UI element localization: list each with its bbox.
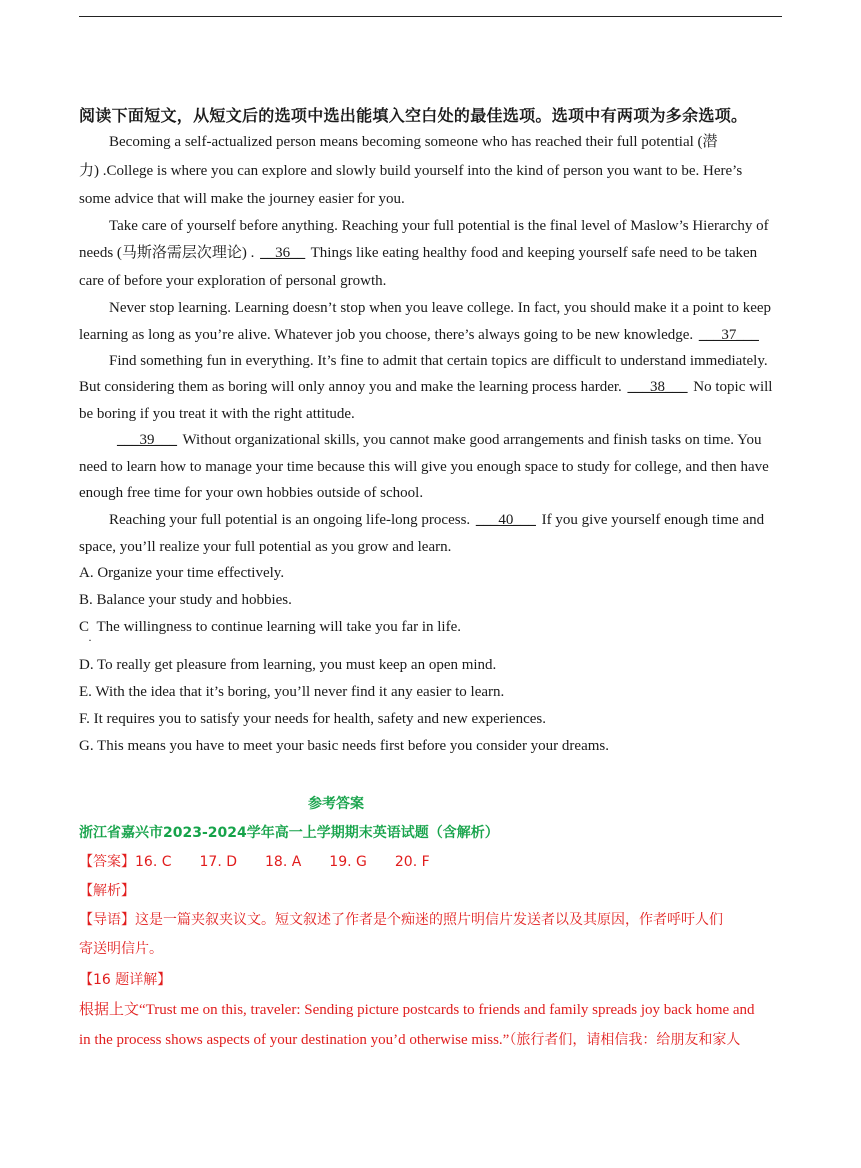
blank-40: ___40___ <box>475 512 536 528</box>
passage-text: If you give yourself enough time and <box>537 512 765 528</box>
passage-text: learning as long as you’re alive. Whatever job you choose, there’s always going to be new knowledge. <box>79 327 697 343</box>
option-c-text: The willingness to continue learning will take you far in life. <box>96 619 462 635</box>
passage-line: Find something fun in everything. It’s fine to admit that certain topics are difficult to understand immediately. <box>109 353 768 369</box>
passage-line: be boring if you treat it with the right attitude. <box>79 406 355 422</box>
intro-line: 寄送明信片。 <box>79 941 163 957</box>
option-g: G. This means you have to meet your basic needs first before you consider your dreams. <box>79 738 609 754</box>
answer-item: 16. C <box>135 854 172 870</box>
passage-text: No topic will <box>689 379 773 395</box>
analysis-label: 【解析】 <box>79 883 135 899</box>
instruction-heading: 阅读下面短文，从短文后的选项中选出能填入空白处的最佳选项。选项中有两项为多余选项。 <box>79 106 748 125</box>
blank-37: ___37___ <box>698 327 759 343</box>
passage-line: care of before your exploration of personal growth. <box>79 273 387 289</box>
passage-line <box>79 243 757 263</box>
detail-16-text: in the process shows aspects of your destination you’d otherwise miss.” <box>79 1032 510 1048</box>
option-a: A. Organize your time effectively. <box>79 565 285 581</box>
passage-line: enough free time for your own hobbies outside of school. <box>79 485 424 501</box>
blank-38: ___38___ <box>627 379 688 395</box>
passage-line: 力) .College is where you can explore and slowly build yourself into the kind of person you want to be. Here’s <box>79 163 743 179</box>
option-c-letter: C <box>79 619 90 635</box>
option-b: B. Balance your study and hobbies. <box>79 592 292 608</box>
passage-line: need to learn how to manage your time because this will give you enough space to study for college, and then have <box>79 459 769 475</box>
option-e: E. With the idea that it’s boring, you’ll never find it any easier to learn. <box>79 684 505 700</box>
passage-line <box>79 325 761 345</box>
passage-line: Take care of yourself before anything. Reaching your full potential is the final level of Maslow’s Hierarchy of <box>109 218 769 234</box>
passage-line: Never stop learning. Learning doesn’t stop when you leave college. In fact, you should make it a point to keep <box>109 300 772 316</box>
blank-39: ___39___ <box>117 432 177 448</box>
answer-item: 19. G <box>329 854 367 870</box>
detail-16-text-cn: （旅行者们，请相信我：给朋友和家人 <box>509 1032 741 1048</box>
passage-line: some advice that will make the journey easier for you. <box>79 191 405 207</box>
option-d: D. To really get pleasure from learning, you must keep an open mind. <box>79 657 497 673</box>
passage-text: Reaching your full potential is an ongoing life-long process. <box>109 512 474 528</box>
passage-line <box>115 430 762 450</box>
passage-text: Things like eating healthy food and keeping yourself safe need to be taken <box>307 245 758 261</box>
blank-36: __36__ <box>260 245 306 261</box>
answer-item: 20. F <box>394 854 430 870</box>
answer-line <box>79 852 458 872</box>
top-rule <box>79 16 782 17</box>
passage-line <box>79 377 772 397</box>
passage-line: space, you’ll realize your full potential as you grow and learn. <box>79 539 452 555</box>
passage-text: But considering them as boring will only annoy you and make the learning process harder. <box>79 379 626 395</box>
answer-item: 17. D <box>199 854 237 870</box>
intro-line: 【导语】这是一篇夹叙夹议文。短文叙述了作者是个痴迷的照片明信片发送者以及其原因，作者呼吁人们 <box>79 912 723 928</box>
passage-text: Without organizational skills, you cannot make good arrangements and finish tasks on time. You <box>179 432 762 448</box>
passage-line: Becoming a self-actualized person means becoming someone who has reached their full potential (潜 <box>109 134 718 150</box>
passage-line <box>109 510 764 530</box>
answers-title: 参考答案 <box>308 796 364 812</box>
detail-16-line <box>79 1030 740 1050</box>
detail-16-label: 【16 题详解】 <box>79 972 172 988</box>
source-title: 浙江省嘉兴市2023-2024学年高一上学期期末英语试题（含解析） <box>79 825 499 841</box>
answer-label: 【答案】 <box>79 854 135 870</box>
option-c-dot: · <box>88 633 92 647</box>
passage-text: needs (马斯洛需层次理论) . <box>79 245 259 261</box>
option-f: F. It requires you to satisfy your needs for health, safety and new experiences. <box>79 711 546 727</box>
answer-item: 18. A <box>265 854 302 870</box>
option-c <box>79 617 461 637</box>
detail-16-line: 根据上文“Trust me on this, traveler: Sending picture postcards to friends and family spreads joy back home and <box>79 1002 755 1018</box>
